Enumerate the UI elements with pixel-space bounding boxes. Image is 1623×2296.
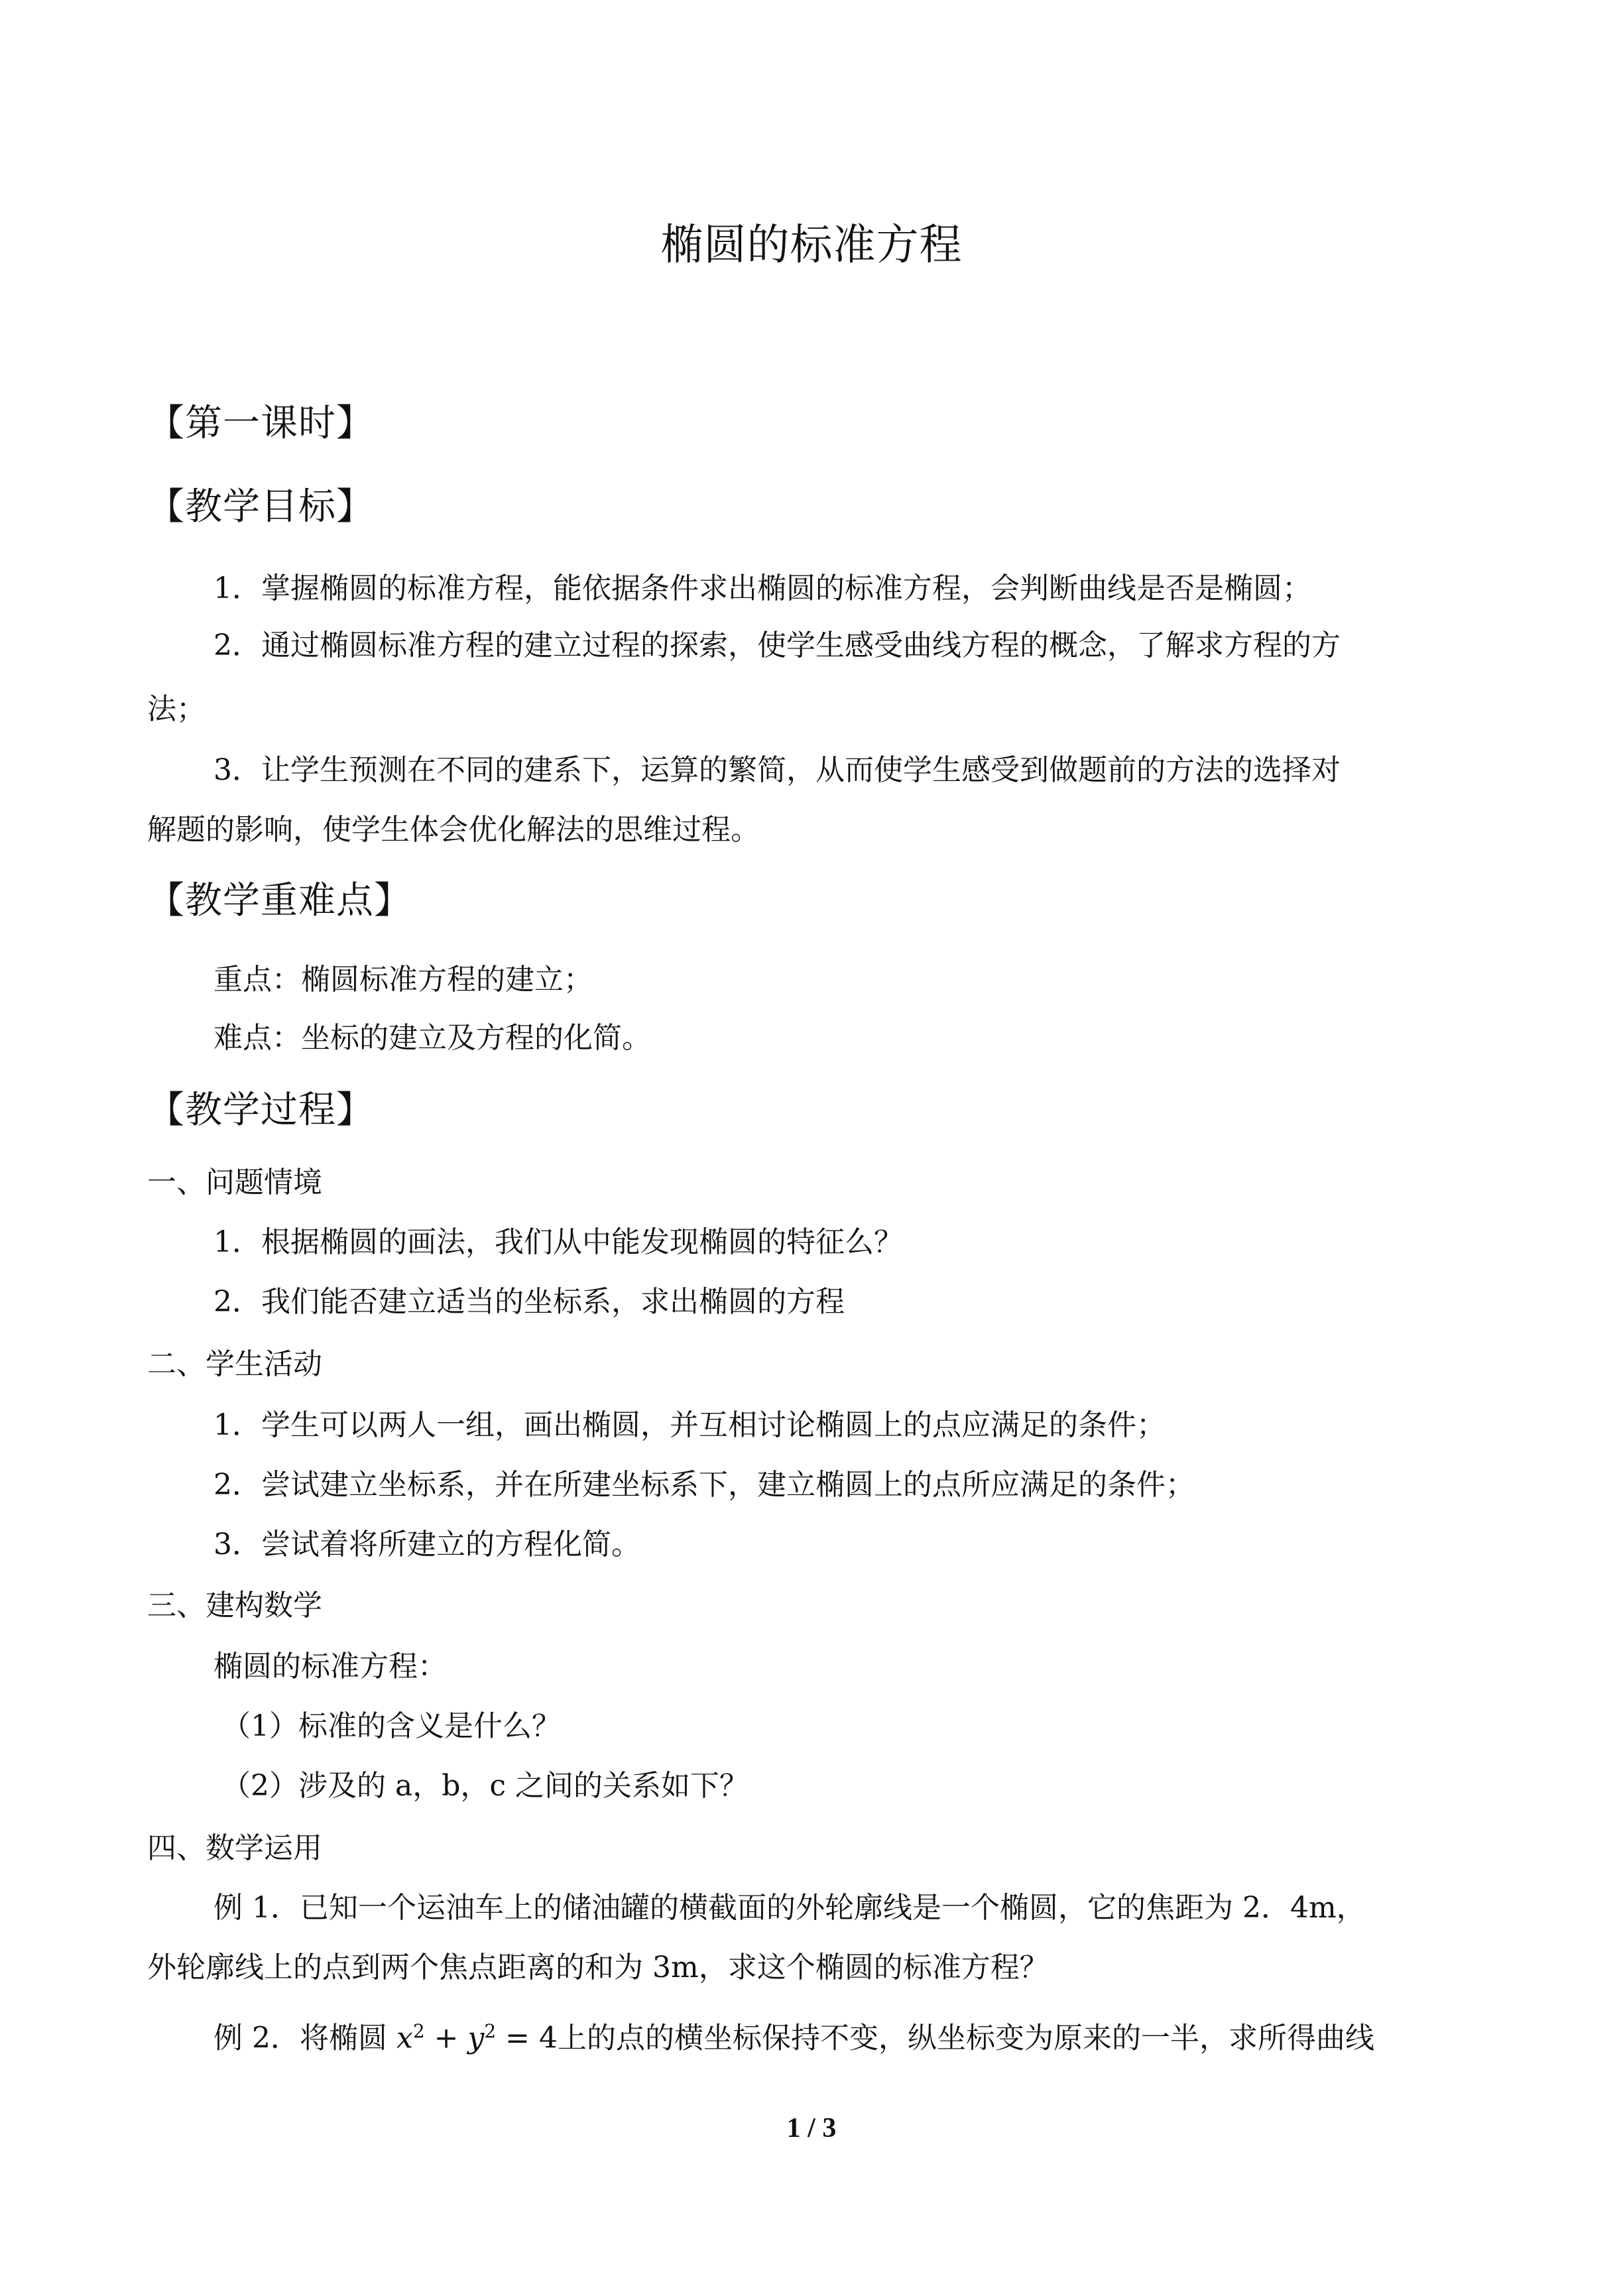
process-heading: 【教学过程】 [147,1089,374,1132]
example-2-prefix: 例 2．将椭圆 [213,2021,387,2055]
example-1-line-1: 例 1．已知一个运油车上的储油罐的横截面的外轮廓线是一个椭圆，它的焦距为 2．4m， [213,1891,1366,1925]
process-part-3-question-1: （1）标准的含义是什么？ [221,1709,561,1743]
example-2-math-y: y [467,2021,485,2055]
process-part-4: 四、数学运用 [147,1831,322,1865]
objective-item-1: 1．掌握椭圆的标准方程，能依据条件求出椭圆的标准方程，会判断曲线是否是椭圆； [213,572,1311,605]
objectives-heading: 【教学目标】 [147,485,374,528]
process-part-2: 二、学生活动 [147,1347,322,1381]
process-part-2-item-2: 2．尝试建立坐标系，并在所建坐标系下，建立椭圆上的点所应满足的条件； [213,1468,1195,1502]
process-part-2-item-3: 3．尝试着将所建立的方程化简。 [213,1528,640,1561]
process-part-3-question-2: （2）涉及的 a，b，c 之间的关系如下？ [221,1769,749,1803]
key-points-heading: 【教学重难点】 [147,879,412,922]
process-part-1-item-2: 2．我们能否建立适当的坐标系，求出椭圆的方程 [213,1285,845,1319]
example-1-line-2: 外轮廓线上的点到两个焦点距离的和为 3m，求这个椭圆的标准方程？ [147,1951,1049,1984]
example-2-math-exp-1: 2 [412,2020,425,2042]
difficult-point: 难点：坐标的建立及方程的化简。 [213,1021,651,1055]
process-part-1-item-1: 1．根据椭圆的画法，我们从中能发现椭圆的特征么？ [213,1225,903,1259]
objective-item-2-line-2: 法； [147,692,206,726]
example-2-math-exp-2: 2 [484,2020,497,2042]
objective-item-3-line-2: 解题的影响，使学生体会优化解法的思维过程。 [147,813,760,847]
example-2-math-plus: + [424,2021,468,2055]
example-2-line [213,2012,1374,2059]
process-part-1: 一、问题情境 [147,1166,322,1199]
example-2-math-x: x [396,2021,413,2055]
example-2-math-equals: = 4 [496,2021,558,2055]
process-part-2-item-1: 1．学生可以两人一组，画出椭圆，并互相讨论椭圆上的点应满足的条件； [213,1408,1166,1442]
process-part-3: 三、建构数学 [147,1589,322,1622]
page-number: 1 / 3 [786,2113,837,2144]
process-part-3-intro: 椭圆的标准方程： [213,1650,447,1683]
objective-item-3-line-1: 3．让学生预测在不同的建系下，运算的繁简，从而使学生感受到做题前的方法的选择对 [213,753,1341,787]
document-title: 椭圆的标准方程 [660,221,963,270]
example-2-suffix: 上的点的横坐标保持不变，纵坐标变为原来的一半，求所得曲线 [558,2021,1375,2055]
lesson-heading: 【第一课时】 [147,402,374,445]
objective-item-2-line-1: 2．通过椭圆标准方程的建立过程的探索，使学生感受曲线方程的概念，了解求方程的方 [213,629,1341,662]
key-point: 重点：椭圆标准方程的建立； [213,963,593,997]
